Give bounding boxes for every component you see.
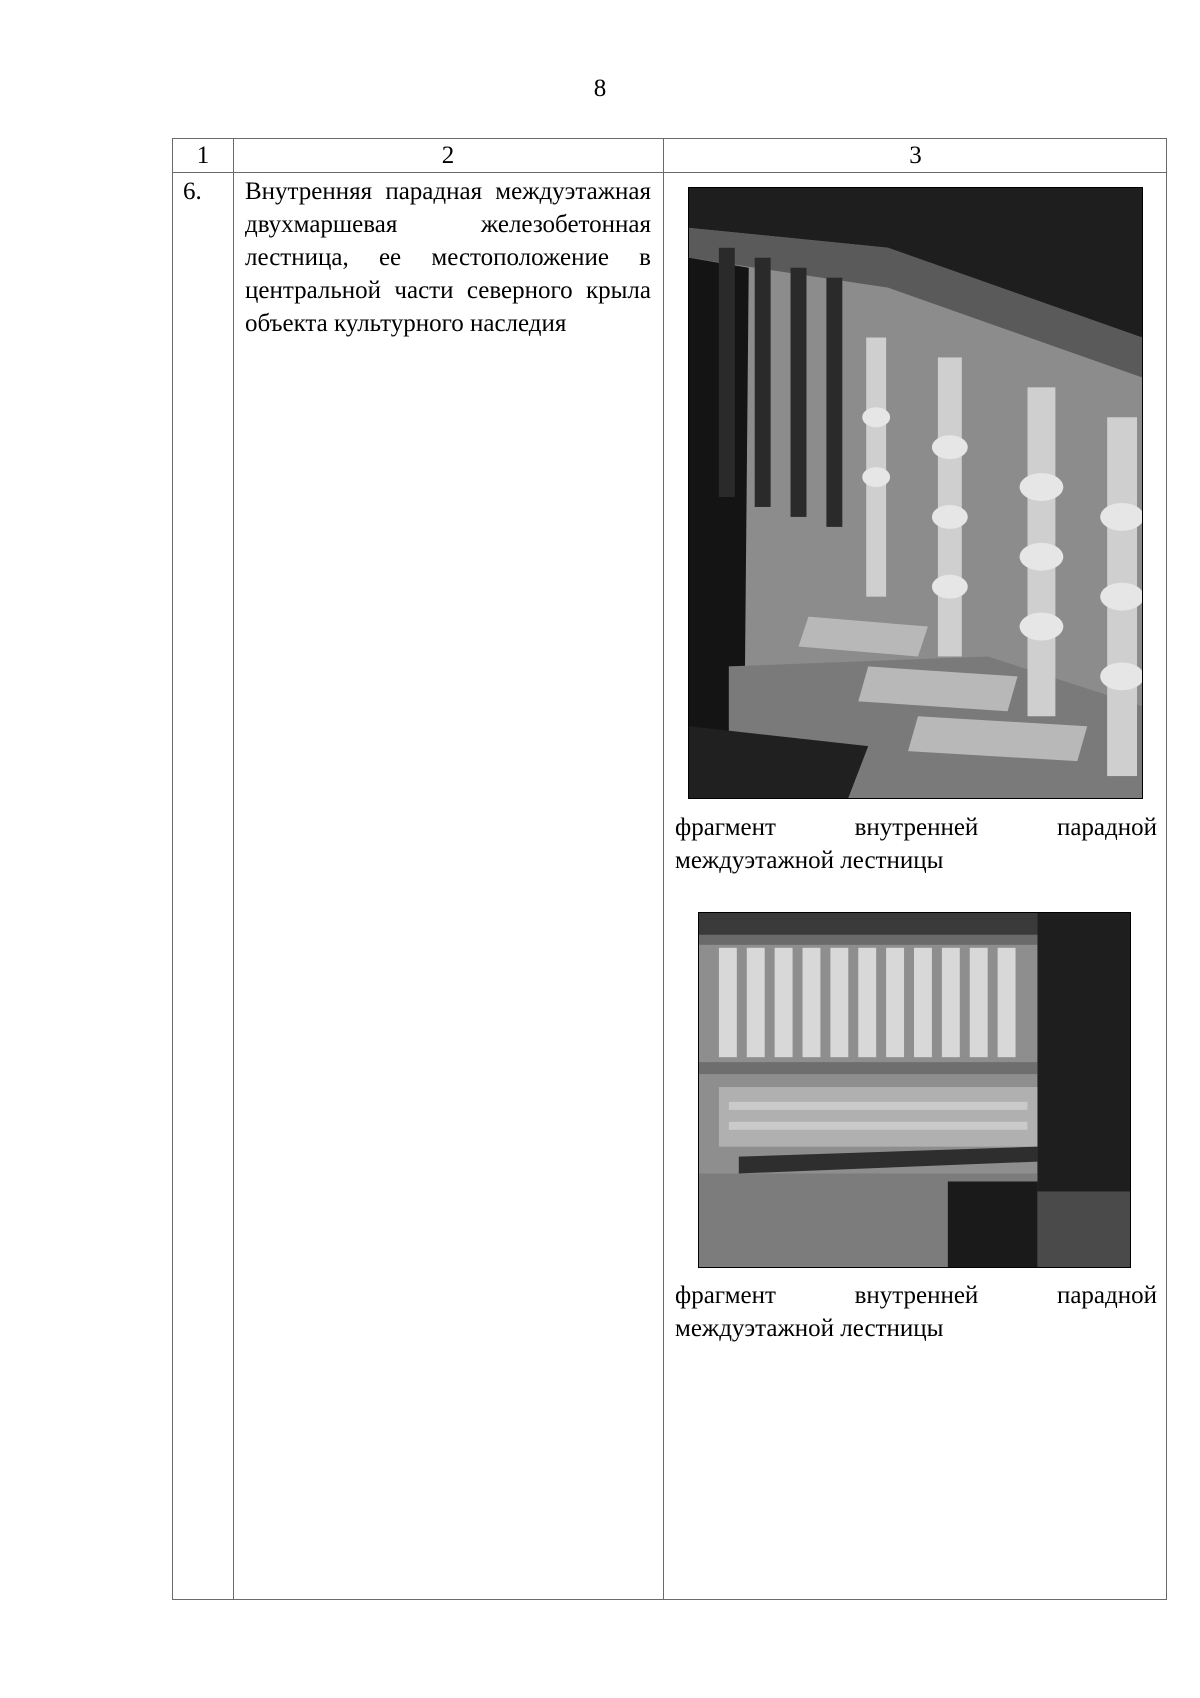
staircase-photo-2-image [699, 913, 1130, 1267]
column-header-3: 3 [909, 142, 922, 169]
header-divider [173, 172, 1166, 173]
page-number: 8 [593, 75, 607, 102]
column-header-1: 1 [196, 142, 210, 169]
photo-1-caption: фрагмент внутренней парадной междуэтажной лестницы [675, 814, 1157, 874]
object-description: Внутренняя парадная междуэтажная двухмаршевая железобетонная лестница, ее местоположение в центральной части северного крыла объекта культурного наследия [245, 178, 651, 337]
staircase-photo-1 [688, 187, 1143, 799]
photo-2-caption: фрагмент внутренней парадной междуэтажной лестницы [675, 1282, 1157, 1342]
staircase-photo-2 [698, 912, 1131, 1268]
column-header-2: 2 [441, 142, 455, 169]
column-divider [233, 139, 234, 1599]
column-divider [663, 139, 664, 1599]
staircase-photo-1-image [689, 188, 1142, 798]
document-table [172, 138, 1167, 1600]
row-number: 6. [183, 178, 202, 205]
